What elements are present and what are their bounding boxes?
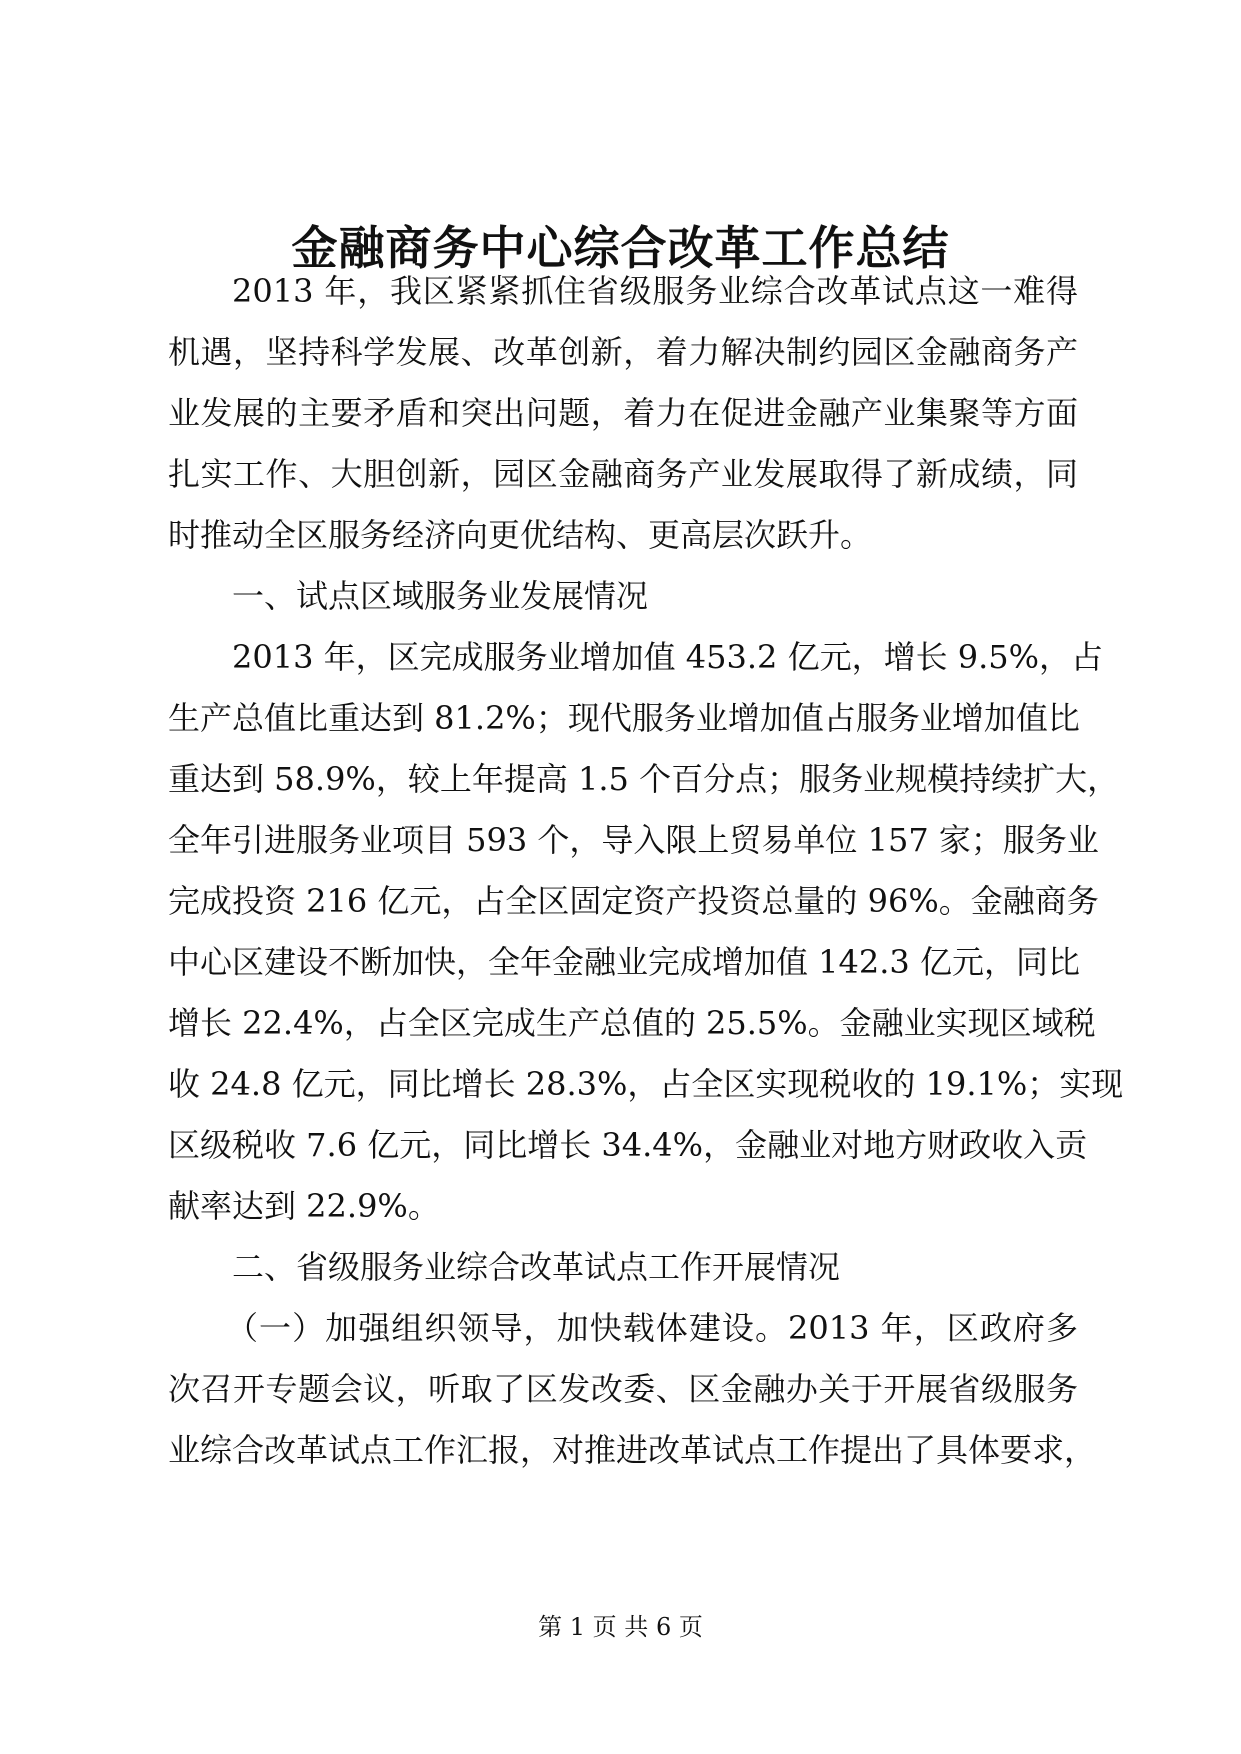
paragraph-line: 业综合改革试点工作汇报，对推进改革试点工作提出了具体要求， <box>168 1431 1097 1469</box>
paragraph-line: 重达到 58.9%，较上年提高 1.5 个百分点；服务业规模持续扩大， <box>168 760 1120 798</box>
paragraph-line: 机遇，坚持科学发展、改革创新，着力解决制约园区金融商务产 <box>168 333 1078 371</box>
paragraph-line: 业发展的主要矛盾和突出问题，着力在促进金融产业集聚等方面 <box>168 394 1078 432</box>
section-heading: 二、省级服务业综合改革试点工作开展情况 <box>232 1248 841 1286</box>
paragraph-line: （一）加强组织领导，加快载体建设。2013 年，区政府多 <box>226 1309 1078 1347</box>
paragraph-line: 中心区建设不断加快，全年金融业完成增加值 142.3 亿元，同比 <box>168 943 1080 981</box>
paragraph-line: 2013 年，我区紧紧抓住省级服务业综合改革试点这一难得 <box>232 272 1078 310</box>
paragraph-line: 生产总值比重达到 81.2%；现代服务业增加值占服务业增加值比 <box>168 699 1080 737</box>
paragraph-line: 区级税收 7.6 亿元，同比增长 34.4%，金融业对地方财政收入贡 <box>168 1126 1088 1164</box>
paragraph-line: 完成投资 216 亿元，占全区固定资产投资总量的 96%。金融商务 <box>168 882 1099 920</box>
paragraph-line: 次召开专题会议，听取了区发改委、区金融办关于开展省级服务 <box>168 1370 1078 1408</box>
document-title: 金融商务中心综合改革工作总结 <box>291 221 950 275</box>
paragraph-line: 2013 年，区完成服务业增加值 453.2 亿元，增长 9.5%，占 <box>232 638 1104 676</box>
section-heading: 一、试点区域服务业发展情况 <box>232 577 649 615</box>
paragraph-line: 时推动全区服务经济向更优结构、更高层次跃升。 <box>168 516 873 554</box>
paragraph-line: 扎实工作、大胆创新，园区金融商务产业发展取得了新成绩，同 <box>168 455 1078 493</box>
paragraph-line: 收 24.8 亿元，同比增长 28.3%，占全区实现税收的 19.1%；实现 <box>168 1065 1124 1103</box>
paragraph-line: 献率达到 22.9%。 <box>168 1187 440 1225</box>
paragraph-line: 全年引进服务业项目 593 个，导入限上贸易单位 157 家；服务业 <box>168 821 1099 859</box>
page-number-footer: 第 1 页 共 6 页 <box>538 1613 703 1641</box>
paragraph-line: 增长 22.4%，占全区完成生产总值的 25.5%。金融业实现区域税 <box>168 1004 1096 1042</box>
